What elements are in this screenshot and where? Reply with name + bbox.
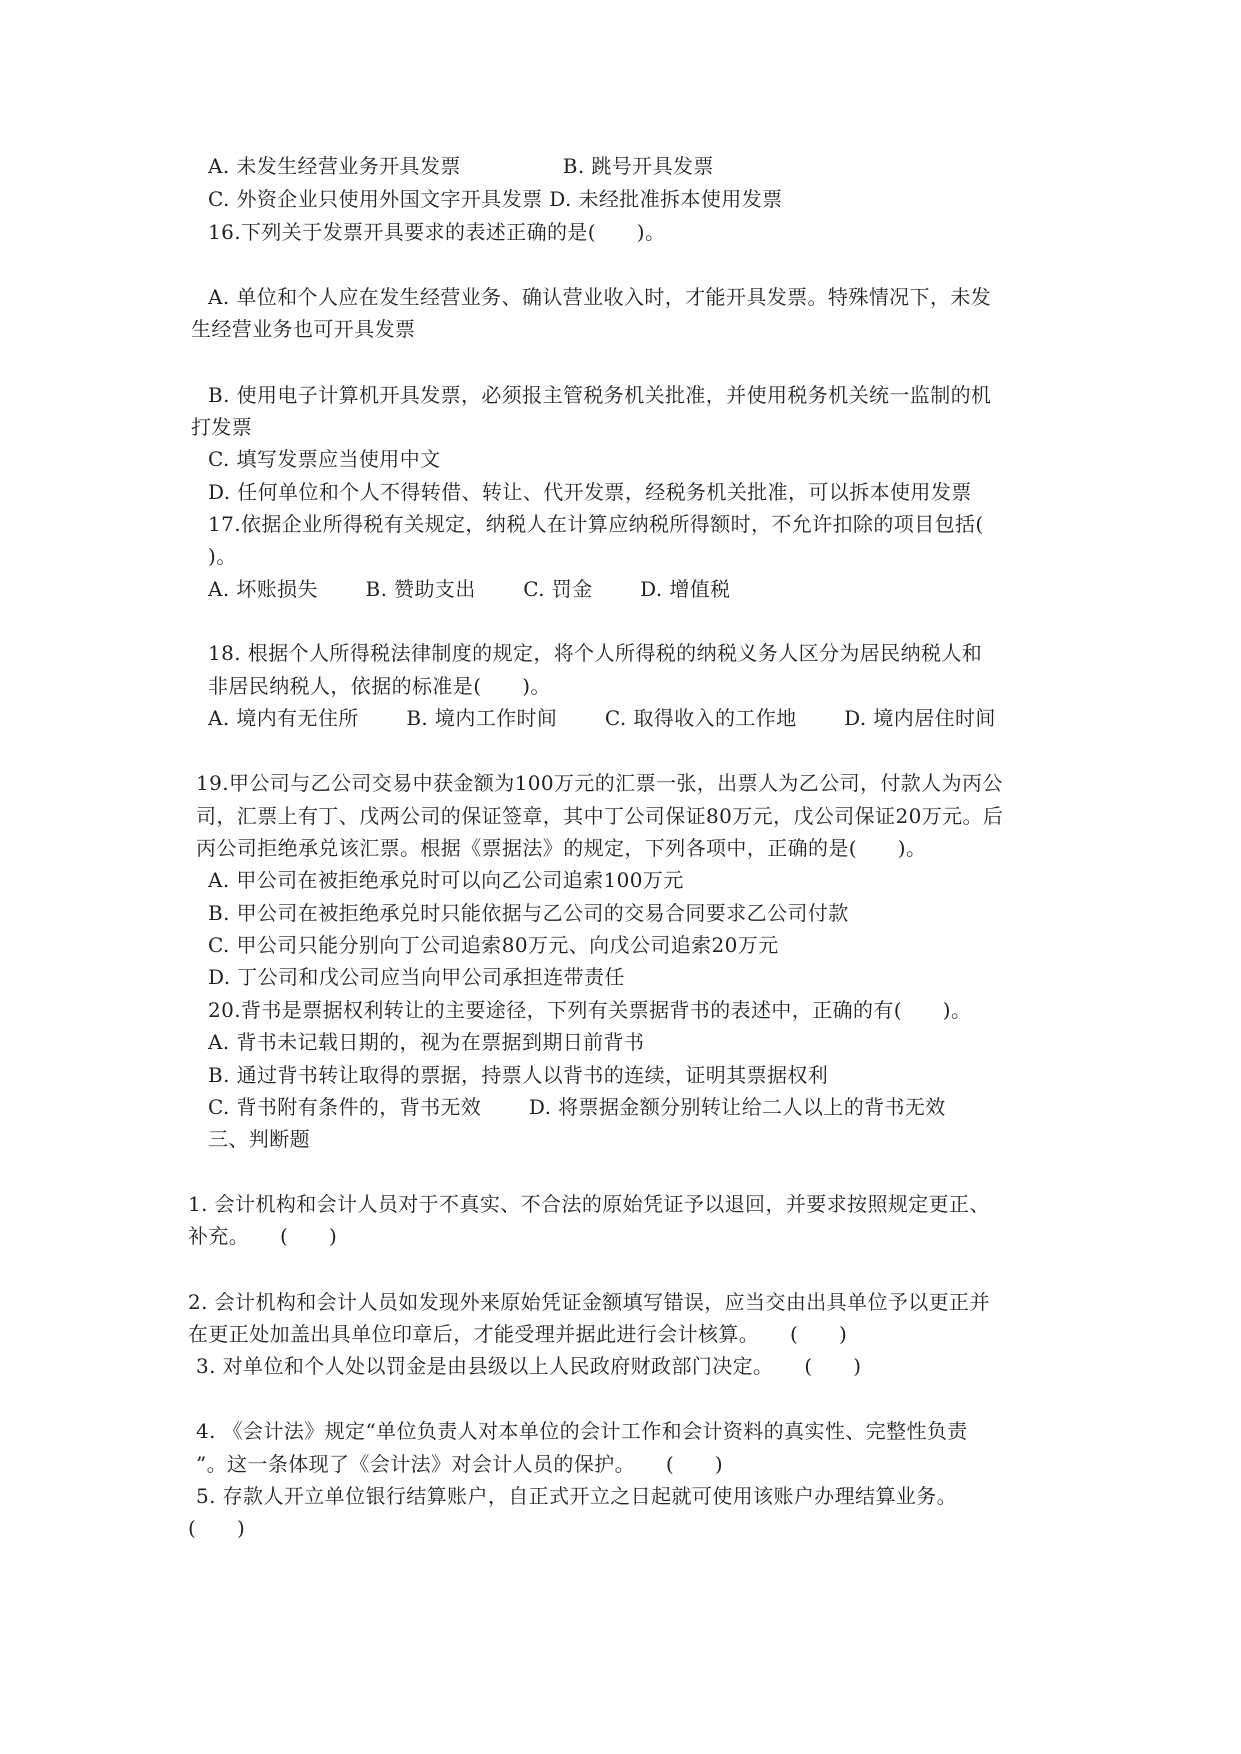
q19-stem-line-2: 司，汇票上有丁、戊两公司的保证签章，其中丁公司保证80万元，戊公司保证20万元。后 <box>196 804 1004 828</box>
q17-stem-line-1: 17.依据企业所得税有关规定，纳税人在计算应纳税所得额时，不允许扣除的项目包括( <box>208 512 984 536</box>
q19-option-d: D. 丁公司和戊公司应当向甲公司承担连带责任 <box>208 965 625 989</box>
judgment-2-line-1: 2. 会计机构和会计人员如发现外来原始凭证金额填写错误，应当交由出具单位予以更正并 <box>188 1290 990 1314</box>
q16-stem: 16.下列关于发票开具要求的表述正确的是( )。 <box>208 220 666 244</box>
q16-option-d: D. 任何单位和个人不得转借、转让、代开发票，经税务机关批准，可以拆本使用发票 <box>208 480 972 504</box>
judgment-1-line-1: 1. 会计机构和会计人员对于不真实、不合法的原始凭证予以退回，并要求按照规定更正、 <box>188 1192 990 1216</box>
q20-option-b: B. 通过背书转让取得的票据，持票人以背书的连续，证明其票据权利 <box>208 1063 829 1087</box>
q19-stem-line-1: 19.甲公司与乙公司交易中获金额为100万元的汇票一张，出票人为乙公司，付款人为丙公 <box>196 771 1003 795</box>
q15-options-line-1: A. 未发生经营业务开具发票 B. 跳号开具发票 <box>208 154 714 178</box>
q16-option-b-line-1: B. 使用电子计算机开具发票，必须报主管税务机关批准，并使用税务机关统一监制的机 <box>208 383 992 407</box>
judgment-5-line-1: 5. 存款人开立单位银行结算账户，自正式开立之日起就可使用该账户办理结算业务。 <box>196 1484 958 1508</box>
q16-option-a-line-1: A. 单位和个人应在发生经营业务、确认营业收入时，才能开具发票。特殊情况下，未发 <box>208 285 992 309</box>
judgment-1-line-2: 补充。 ( ) <box>188 1224 338 1248</box>
judgment-5-line-2: ( ) <box>188 1516 246 1540</box>
judgment-3: 3. 对单位和个人处以罚金是由县级以上人民政府财政部门决定。 ( ) <box>196 1354 862 1378</box>
q15-options-line-2: C. 外资企业只使用外国文字开具发票 D. 未经批准拆本使用发票 <box>208 187 783 211</box>
q20-options-cd: C. 背书附有条件的，背书无效 D. 将票据金额分别转让给二人以上的背书无效 <box>208 1095 946 1119</box>
q19-stem-line-3: 丙公司拒绝承兑该汇票。根据《票据法》的规定，下列各项中，正确的是( )。 <box>196 836 927 860</box>
q19-option-a: A. 甲公司在被拒绝承兑时可以向乙公司追索100万元 <box>208 868 684 892</box>
q16-option-c: C. 填写发票应当使用中文 <box>208 447 441 471</box>
q18-options: A. 境内有无住所 B. 境内工作时间 C. 取得收入的工作地 D. 境内居住时间 <box>208 706 996 730</box>
q18-stem-line-2: 非居民纳税人，依据的标准是( )。 <box>208 674 551 698</box>
q18-stem-line-1: 18. 根据个人所得税法律制度的规定，将个人所得税的纳税义务人区分为居民纳税人和 <box>208 641 983 665</box>
judgment-4-line-2: ”。这一条体现了《会计法》对会计人员的保护。 ( ) <box>196 1452 724 1476</box>
section-heading-judgment: 三、判断题 <box>208 1127 310 1151</box>
q16-option-b-line-2: 打发票 <box>191 415 253 439</box>
q16-option-a-line-2: 生经营业务也可开具发票 <box>191 317 416 341</box>
q20-stem: 20.背书是票据权利转让的主要途径，下列有关票据背书的表述中，正确的有( )。 <box>208 998 972 1022</box>
judgment-4-line-1: 4. 《会计法》规定“单位负责人对本单位的会计工作和会计资料的真实性、完整性负责 <box>196 1419 968 1443</box>
judgment-2-line-2: 在更正处加盖出具单位印章后，才能受理并据此进行会计核算。 ( ) <box>188 1322 848 1346</box>
q17-options: A. 坏账损失 B. 赞助支出 C. 罚金 D. 增值税 <box>208 577 731 601</box>
q19-option-b: B. 甲公司在被拒绝承兑时只能依据与乙公司的交易合同要求乙公司付款 <box>208 901 849 925</box>
q19-option-c: C. 甲公司只能分别向丁公司追索80万元、向戊公司追索20万元 <box>208 933 779 957</box>
q20-option-a: A. 背书未记载日期的，视为在票据到期日前背书 <box>208 1030 645 1054</box>
q17-stem-line-2: )。 <box>208 544 237 568</box>
